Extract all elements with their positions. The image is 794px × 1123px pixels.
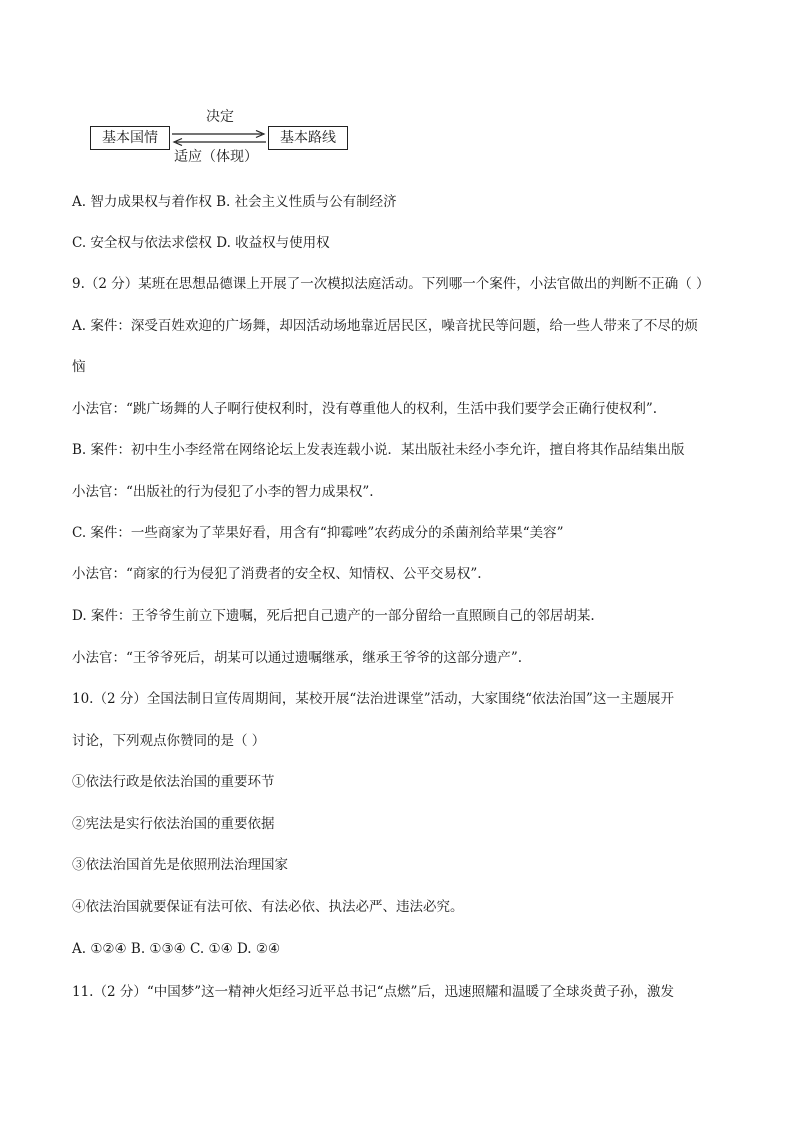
q10-stem: 10.（2 分）全国法制日宣传周期间，某校开展“法治进课堂”活动，大家围绕“依法治国”这一主题展开 [72,691,674,707]
diagram-right-box: 基本路线 [268,126,348,150]
q10-stem-cont: 讨论，下列观点你赞同的是（ ） [72,733,266,749]
q10-choices: A. ①②④ B. ①③④ C. ①④ D. ②④ [72,941,281,957]
q9-option-d-case: D. 案件：王爷爷生前立下遗嘱，死后把自己遗产的一部分留给一直照顾自己的邻居胡某. [72,608,595,624]
diagram-bottom-label: 适应（体现） [174,149,258,165]
q9-option-a-case-cont: 恼 [72,359,86,375]
q11-stem: 11.（2 分）“中国梦”这一精神火炬经习近平总书记“点燃”后，迅速照耀和温暖了全球炎黄子孙，激发 [72,984,674,1000]
q8-options-cd: C. 安全权与依法求偿权 D. 收益权与使用权 [72,235,330,251]
q8-options-ab: A. 智力成果权与着作权 B. 社会主义性质与公有制经济 [72,194,397,210]
q9-option-b-judge: 小法官：“出版社的行为侵犯了小李的智力成果权”. [72,484,374,500]
q10-statement-4: ④依法治国就要保证有法可依、有法必依、执法必严、违法必究。 [72,899,464,915]
double-arrow-icon [170,130,268,146]
q10-statement-3: ③依法治国首先是依照刑法治理国家 [72,857,288,873]
q9-option-a-judge: 小法官：“跳广场舞的人子啊行使权利时，没有尊重他人的权利，生活中我们要学会正确行使权利”. [72,401,658,417]
q10-statement-2: ②宪法是实行依法治国的重要依据 [72,816,275,832]
q9-option-a-case: A. 案件：深受百姓欢迎的广场舞，却因活动场地靠近居民区，噪音扰民等问题，给一些人带来了不尽的烦 [72,318,698,334]
diagram-left-box: 基本国情 [90,126,170,150]
q10-statement-1: ①依法行政是依法治国的重要环节 [72,774,275,790]
relationship-diagram [90,108,360,164]
q9-option-c-judge: 小法官：“商家的行为侵犯了消费者的安全权、知情权、公平交易权”. [72,566,482,582]
diagram-top-label: 决定 [206,109,234,125]
q9-option-b-case: B. 案件：初中生小李经常在网络论坛上发表连载小说．某出版社未经小李允许，擅自将其作品结集出版 [72,442,685,458]
q9-stem: 9.（2 分）某班在思想品德课上开展了一次模拟法庭活动。下列哪一个案件，小法官做出的判断不正确（ ） [72,276,710,292]
q9-option-c-case: C. 案件：一些商家为了苹果好看，用含有“抑霉唑”农药成分的杀菌剂给苹果“美容” [72,525,564,541]
q9-option-d-judge: 小法官：“王爷爷死后，胡某可以通过遗嘱继承，继承王爷爷的这部分遗产”. [72,650,523,666]
